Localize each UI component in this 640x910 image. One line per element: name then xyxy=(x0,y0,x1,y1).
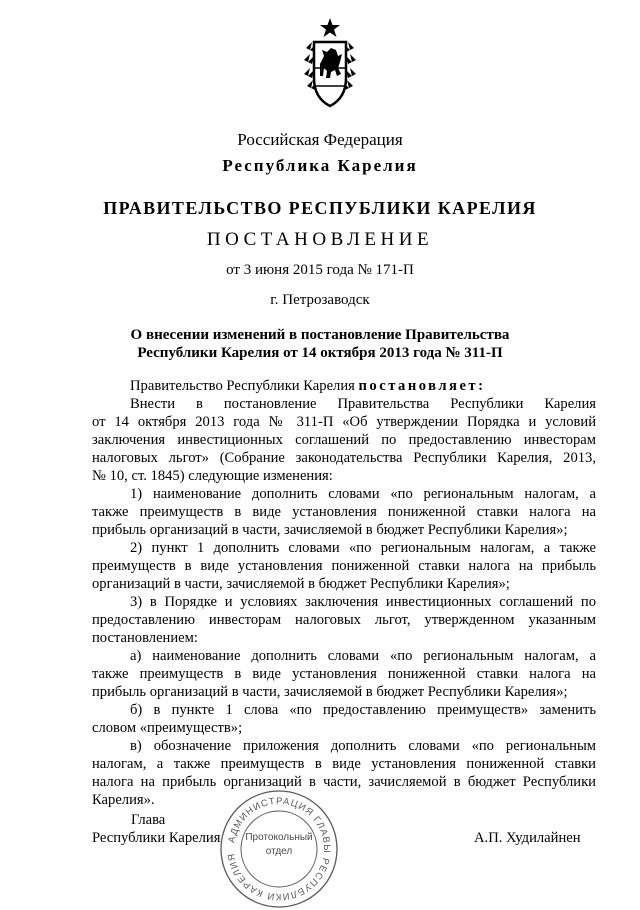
body-line: Внести в постановление Правительства Республики Карелия xyxy=(130,396,596,412)
official-stamp xyxy=(218,788,340,910)
body-line: предоставлению инвесторам налоговых льгот, утвержденном указанным xyxy=(92,612,596,628)
body-line: также преимуществ в виде установления пониженной ставки налога на xyxy=(92,666,596,682)
stamp-center-line-2: отдел xyxy=(265,846,293,857)
document-title-line-2: Республики Карелия от 14 октября 2013 года № 311-П xyxy=(137,345,503,361)
republic-heading: Республика Карелия xyxy=(222,156,418,175)
body-line: 1) наименование дополнить словами «по региональным налогам, а xyxy=(130,486,596,502)
intro-text: Правительство Республики Карелия xyxy=(130,378,355,394)
signatory-role-line-2: Республики Карелия xyxy=(92,830,221,846)
body-line: налоговых льгот» (Собрание законодательства Республики Карелия, 2013, xyxy=(92,450,596,466)
body-intro xyxy=(92,377,596,395)
stamp-center-line-1: Протокольный xyxy=(245,832,313,843)
body-line: прибыль организаций в части, зачисляемой в бюджет Республики Карелия»; xyxy=(92,684,568,700)
coat-of-arms-emblem xyxy=(298,16,362,112)
body-line: налога на прибыль организаций в части, зачисляемой в бюджет Республики xyxy=(92,774,596,790)
body-line: Карелия». xyxy=(92,792,155,808)
signatory-role-line-1: Глава xyxy=(131,812,166,828)
body-line: № 10, ст. 1845) следующие изменения: xyxy=(92,468,333,484)
body-line: также преимуществ в виде установления пониженной ставки налога на xyxy=(92,504,596,520)
document-city: г. Петрозаводск xyxy=(270,292,370,308)
federation-heading: Российская Федерация xyxy=(237,130,403,149)
body-line: налогам, а также преимуществ в виде установления пониженной ставки xyxy=(92,756,596,772)
body-line: 2) пункт 1 дополнить словами «по региональным налогам, а также xyxy=(130,540,596,556)
document-date-number: от 3 июня 2015 года № 171-П xyxy=(226,262,414,278)
body-line: словом «преимуществ»; xyxy=(92,720,243,736)
document-title-line-1: О внесении изменений в постановление Правительства xyxy=(130,327,510,343)
document-type-heading: ПОСТАНОВЛЕНИЕ xyxy=(206,229,434,250)
body-line: преимуществ в виде установления пониженной ставки налога на прибыль xyxy=(92,558,596,574)
body-line: б) в пункте 1 слова «по предоставлению преимуществ» заменить xyxy=(130,702,596,718)
body-line: организаций в части, зачисляемой в бюджет Республики Карелия»; xyxy=(92,576,510,592)
body-line: постановлением: xyxy=(92,630,198,646)
body-line: заключения инвестиционных соглашений по предоставлению инвесторам xyxy=(92,432,596,448)
stamp-ring-text: АДМИНИСТРАЦИЯ ГЛАВЫ РЕСПУБЛИКИ КАРЕЛИЯ xyxy=(226,795,333,903)
body-line: а) наименование дополнить словами «по региональным налогам, а xyxy=(130,648,596,664)
body-line: от 14 октября 2013 года № 311-П «Об утверждении Порядка и условий xyxy=(92,414,596,430)
government-heading: ПРАВИТЕЛЬСТВО РЕСПУБЛИКИ КАРЕЛИЯ xyxy=(103,198,537,218)
body-line: 3) в Порядке и условиях заключения инвестиционных соглашений по xyxy=(130,594,596,610)
body-line: прибыль организаций в части, зачисляемой в бюджет Республики Карелия»; xyxy=(92,522,568,538)
signatory-name: А.П. Худилайнен xyxy=(474,830,581,846)
intro-decree-word: постановляет: xyxy=(358,378,486,394)
body-line: в) обозначение приложения дополнить словами «по региональным xyxy=(130,738,596,754)
